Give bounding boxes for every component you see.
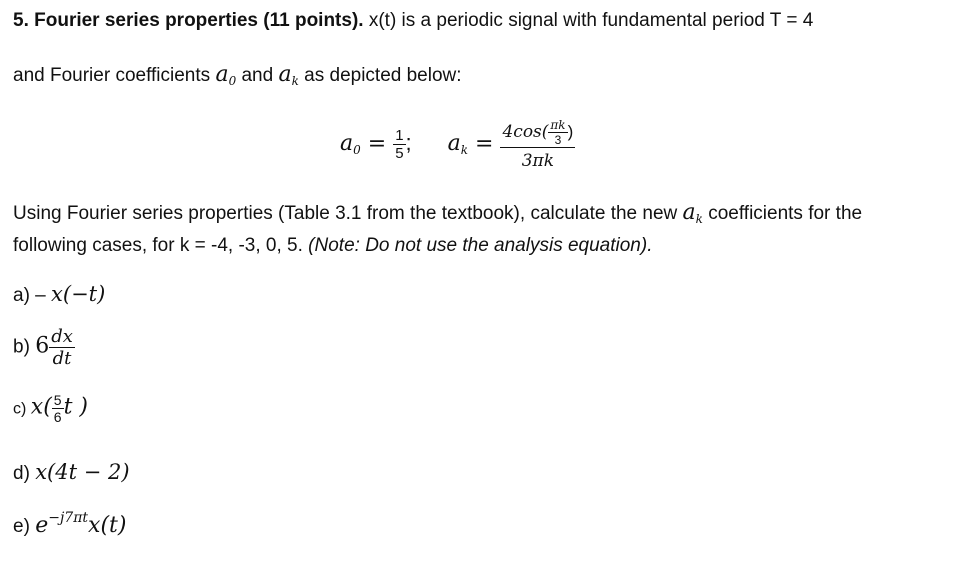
coefficient-equation xyxy=(340,118,575,178)
ak-symbol-2: $a_k$ xyxy=(682,200,703,226)
case-c: c) x( $\frac{5}{6}$ t ) xyxy=(13,392,88,425)
intro-text-a: and Fourier coefficients xyxy=(13,65,216,86)
case-e: e) $e^{-j7\pi t}x(t)$ xyxy=(13,510,127,538)
equals-sign-2: = xyxy=(468,131,501,157)
equals-sign: = xyxy=(360,131,394,157)
case-d: d) x(4t − 2) xyxy=(13,460,130,484)
case-d-expression: x(4t − 2) xyxy=(35,460,130,484)
ak-symbol: $a_k$ xyxy=(278,62,299,88)
problem-title: 5. Fourier series properties (11 points). xyxy=(13,10,364,31)
case-b: b) 6 $\frac{dx}{dt}$ xyxy=(13,326,73,369)
intro-text-c: as depicted below: xyxy=(298,65,462,86)
case-e-signal: x(t) xyxy=(88,513,127,538)
case-a-expression: x(−t) xyxy=(51,282,106,306)
a0-lhs: $a_0$ xyxy=(340,131,361,158)
ak-inner-fraction: $\frac{\pi k}{3}$ xyxy=(550,118,566,147)
instructions-line1: Using Fourier series properties (Table 3.1 from the textbook), calculate the new $a_k$ coefficients for the xyxy=(13,200,863,226)
case-b-derivative: $\frac{dx}{dt}$ xyxy=(51,326,73,369)
problem-intro-1: x(t) is a periodic signal with fundamental period T = 4 xyxy=(363,10,814,31)
a0-symbol: $a_0$ xyxy=(215,62,237,88)
a0-fraction: $\frac{1}{5}$ xyxy=(395,127,404,162)
instructions-line2: following cases, for k = -4, -3, 0, 5. (Note: Do not use the analysis equation). xyxy=(13,235,653,256)
case-c-fraction: $\frac{5}{6}$ xyxy=(53,392,62,425)
ak-fraction: 4cos( $\frac{\pi k}{3}$ ) 3πk xyxy=(502,118,574,171)
case-e-exponential: $e^{-j7\pi t}$ xyxy=(35,510,89,538)
problem-heading xyxy=(13,10,813,32)
case-b-coefficient: 6 xyxy=(35,333,50,359)
semicolon: ; xyxy=(405,130,412,156)
problem-intro-line2 xyxy=(13,62,462,88)
case-a: a) – x(−t) xyxy=(13,282,106,306)
instructions-note: (Note: Do not use the analysis equation). xyxy=(308,235,653,256)
intro-text-b: and xyxy=(236,65,279,86)
ak-lhs: $a_k$ xyxy=(447,131,469,158)
